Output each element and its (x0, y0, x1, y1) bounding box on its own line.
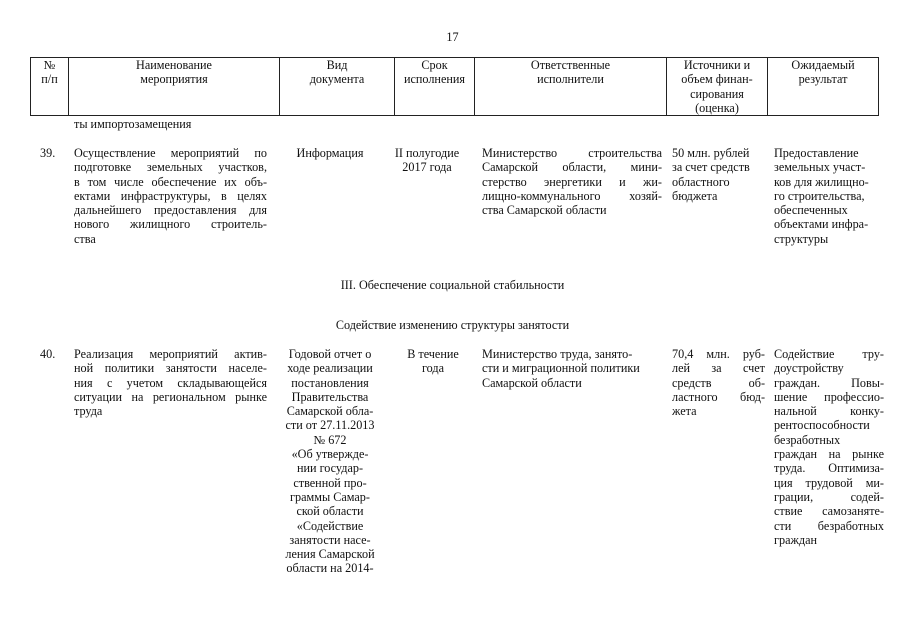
cell-line: грации, содей- (774, 489, 884, 504)
cell-line: в том числе обеспечение их объ- (74, 174, 267, 189)
cell-line: года (421, 361, 445, 376)
cell-line: Министерство строительства (482, 146, 662, 160)
row40-doc-type (279, 347, 381, 576)
cell-line: обеспеченных (774, 203, 848, 218)
cell-line: граждан на рынке (774, 447, 884, 462)
cell-line: ной политики занятости населе- (74, 361, 267, 376)
cell-line: структуры (774, 231, 829, 246)
cell-line: доустройству (774, 361, 844, 376)
header-deadline: Срок исполнения (395, 58, 475, 116)
cell-line: труда (74, 404, 103, 419)
cell-line: жета (672, 404, 697, 419)
row40-deadline (391, 347, 475, 376)
cell-line: ходе реализации (287, 361, 373, 376)
cell-line: «Содействие (296, 518, 364, 533)
continuation-text: ты импортозамещения (74, 117, 192, 131)
cell-line: ков для жилищно- (774, 174, 869, 189)
cell-line: 50 млн. рублей (672, 146, 750, 160)
cell-line: нальной конку- (774, 404, 884, 419)
cell-line: II полугодие (394, 146, 460, 160)
cell-line: земельных участ- (774, 160, 866, 175)
cell-line: труда. Оптимиза- (774, 461, 884, 476)
cell-line: ция трудовой ми- (774, 475, 884, 490)
header-num: № п/п (31, 58, 69, 116)
cell-line: ской области (296, 504, 364, 519)
row40-funding (672, 347, 765, 418)
cell-line: рентоспособности (774, 418, 870, 433)
cell-line: граждан (774, 532, 818, 547)
row40-responsible (482, 347, 662, 390)
section-title: III. Обеспечение социальной стабильности (340, 278, 565, 292)
subsection-title: Содействие изменению структуры занятости (335, 318, 570, 332)
cell-line: занятости насе- (289, 532, 371, 547)
cell-line: областного (672, 174, 730, 189)
cell-line: Содействие тру- (774, 347, 884, 361)
cell-line: Самарской области, мини- (482, 160, 662, 175)
cell-line: сти безработных (774, 518, 884, 533)
row39-result (774, 146, 884, 246)
header-doc-type: Вид документа (280, 58, 395, 116)
header-name: Наименование мероприятия (69, 58, 280, 116)
cell-line: Министерство труда, занято- (482, 347, 633, 361)
cell-line: за счет средств (672, 160, 750, 175)
cell-line: лей за счет (672, 361, 765, 376)
row39-doc-type: Информация (296, 146, 364, 160)
cell-line: Самарской области (482, 375, 582, 390)
cell-line: нового жилищного строитель- (74, 217, 267, 232)
cell-line: ствие самозаняте- (774, 504, 884, 519)
row40-num: 40. (40, 347, 56, 361)
cell-line: ластного бюд- (672, 389, 765, 404)
cell-line: Самарской обла- (286, 404, 374, 419)
table-header (30, 57, 879, 116)
cell-line: В течение (407, 347, 459, 361)
cell-line: области на 2014- (286, 561, 374, 576)
cell-line: Предоставление (774, 146, 859, 160)
cell-line: ства Самарской области (482, 203, 607, 218)
cell-line: ния с учетом складывающейся (74, 375, 267, 390)
cell-line: объектами инфра- (774, 217, 869, 232)
cell-line: бюджета (672, 188, 718, 203)
cell-line: 70,4 млн. руб- (672, 347, 765, 361)
row39-num: 39. (40, 146, 56, 160)
cell-line: Годовой отчет о (288, 347, 372, 361)
cell-line: сти от 27.11.2013 (285, 418, 375, 433)
cell-line: нии государ- (296, 461, 364, 476)
cell-line: лищно-коммунального хозяй- (482, 188, 662, 203)
row39-deadline (385, 146, 469, 175)
row39-funding (672, 146, 770, 203)
cell-line: подготовке земельных участков, (74, 160, 267, 175)
cell-line: го строительства, (774, 188, 865, 203)
cell-line: ства (74, 231, 96, 246)
cell-line: сти и миграционной политики (482, 361, 640, 376)
header-responsible: Ответственные исполнители (475, 58, 667, 116)
cell-line: ления Самарской (285, 547, 375, 562)
cell-line: постановления (291, 375, 369, 390)
cell-line: стерство энергетики и жи- (482, 174, 662, 189)
page-number: 17 (446, 30, 459, 44)
header-funding: Источники и объем финан- сирования (оценка) (667, 58, 768, 116)
cell-line: средств об- (672, 375, 765, 390)
row39-name (74, 146, 267, 246)
row40-result (774, 347, 884, 547)
cell-line: Правительства (291, 389, 369, 404)
cell-line: Реализация мероприятий актив- (74, 347, 267, 361)
row39-responsible (482, 146, 662, 217)
cell-line: безработных (774, 432, 841, 447)
header-result: Ожидаемый результат (768, 58, 879, 116)
cell-line: «Об утвержде- (291, 447, 369, 462)
row40-name (74, 347, 267, 418)
cell-line: ственной про- (293, 475, 367, 490)
cell-line: шение профессио- (774, 389, 884, 404)
cell-line: дальнейшего предоставления для (74, 203, 267, 218)
cell-line: ситуации на региональном рынке (74, 389, 267, 404)
cell-line: граммы Самар- (290, 489, 370, 504)
cell-line: 2017 года (402, 160, 452, 175)
cell-line: Осуществление мероприятий по (74, 146, 267, 160)
cell-line: № 672 (313, 432, 347, 447)
cell-line: ектами инфраструктуры, в целях (74, 188, 267, 203)
cell-line: граждан. Повы- (774, 375, 884, 390)
